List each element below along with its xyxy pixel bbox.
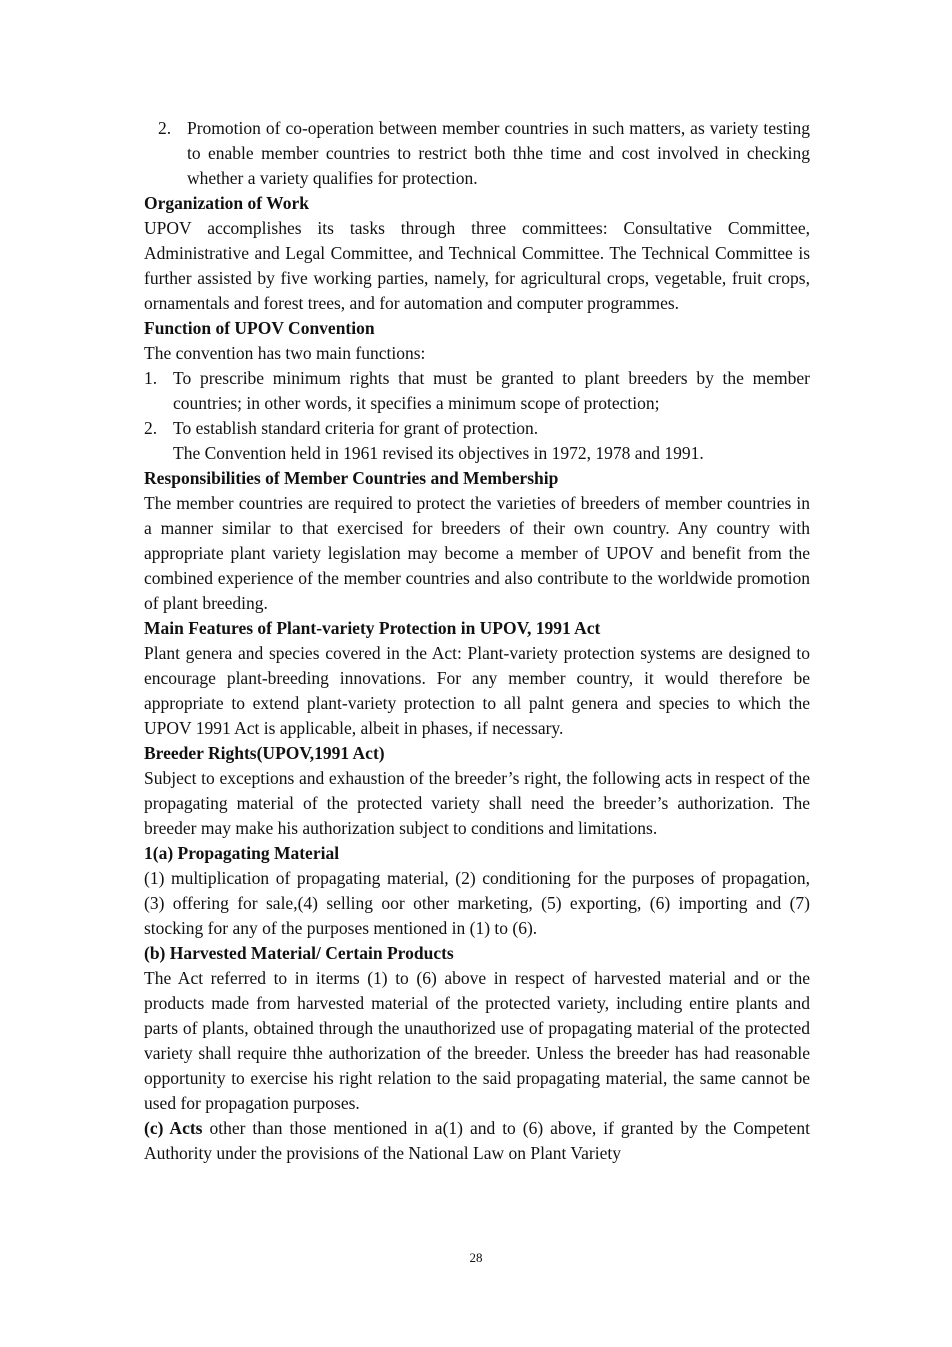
organization-body: UPOV accomplishes its tasks through three committees: Consultative Committee, Administrative and Legal Committee, and Technical Committee. The Technical Committee is further assisted by five working parties, namely, for agricultural crops, vegetable, fruit crops, ornamentals and forest trees, and for automation and computer programmes. (144, 218, 810, 313)
function-heading: Function of UPOV Convention (144, 318, 375, 338)
organization-heading: Organization of Work (144, 193, 309, 213)
list-number: 1. (144, 368, 158, 388)
harvested-heading: (b) Harvested Material/ Certain Products (144, 943, 454, 963)
breeder-rights-heading: Breeder Rights(UPOV,1991 Act) (144, 743, 385, 763)
intro-list-item (144, 116, 810, 191)
document-page (144, 116, 810, 1166)
responsibilities-heading: Responsibilities of Member Countries and Membership (144, 468, 559, 488)
breeder-rights-body: Subject to exceptions and exhaustion of the breeder’s right, the following acts in respect of the propagating material of the protected variety shall need the breeder’s authorization. The breeder may make his authorization subject to conditions and limitations. (144, 768, 810, 838)
main-features-heading: Main Features of Plant-variety Protection in UPOV, 1991 Act (144, 618, 601, 638)
responsibilities-body: The member countries are required to protect the varieties of breeders of member countries in a manner similar to that exercised for breeders of their own country. Any country with appropriate plant variety legislation may become a member of UPOV and benefit from the combined experience of the member countries and also contribute to the worldwide promotion of plant breeding. (144, 493, 810, 613)
function-intro: The convention has two main functions: (144, 343, 426, 363)
main-features-body: Plant genera and species covered in the Act: Plant-variety protection systems are designed to encourage plant-breeding innovations. For any member country, it would therefore be appropriate to extend plant-variety protection to all palnt genera and species to which the UPOV 1991 Act is applicable, albeit in phases, if necessary. (144, 643, 810, 738)
list-text: Promotion of co-operation between member countries in such matters, as variety testing to enable member countries to restrict both thhe time and cost involved in checking whether a variety qualifies for protection. (187, 118, 810, 188)
page-number: 28 (469, 1250, 483, 1265)
list-number: 2. (158, 118, 172, 138)
acts-body: other than those mentioned in a(1) and to (6) above, if granted by the Competent Authority under the provisions of the National Law on Plant Variety (144, 1118, 810, 1163)
propagating-heading: 1(a) Propagating Material (144, 843, 340, 863)
propagating-body: (1) multiplication of propagating material, (2) conditioning for the purposes of propagation, (3) offering for sale,(4) selling oor other marketing, (5) exporting, (6) importing and (7) stocking for any of the purposes mentioned in (1) to (6). (144, 868, 810, 938)
list-text: To prescribe minimum rights that must be granted to plant breeders by the member countries; in other words, it specifies a minimum scope of protection; (173, 368, 810, 413)
harvested-body: The Act referred to in iterms (1) to (6) above in respect of harvested material and or the products made from harvested material of the protected variety, including entire plants and parts of plants, obtained through the unauthorized use of propagating material of the protected variety shall require thhe authorization of the breeder. Unless the breeder has had reasonable opportunity to exercise his right relation to the said propagating material, the same cannot be used for propagation purposes. (144, 968, 810, 1113)
function-list-item (144, 416, 810, 441)
acts-lead: (c) Acts (144, 1118, 203, 1138)
function-note: The Convention held in 1961 revised its objectives in 1972, 1978 and 1991. (173, 443, 704, 463)
list-number: 2. (144, 418, 158, 438)
function-list-item (144, 366, 810, 416)
list-text: To establish standard criteria for grant of protection. (173, 418, 539, 438)
acts-paragraph (144, 1116, 810, 1166)
